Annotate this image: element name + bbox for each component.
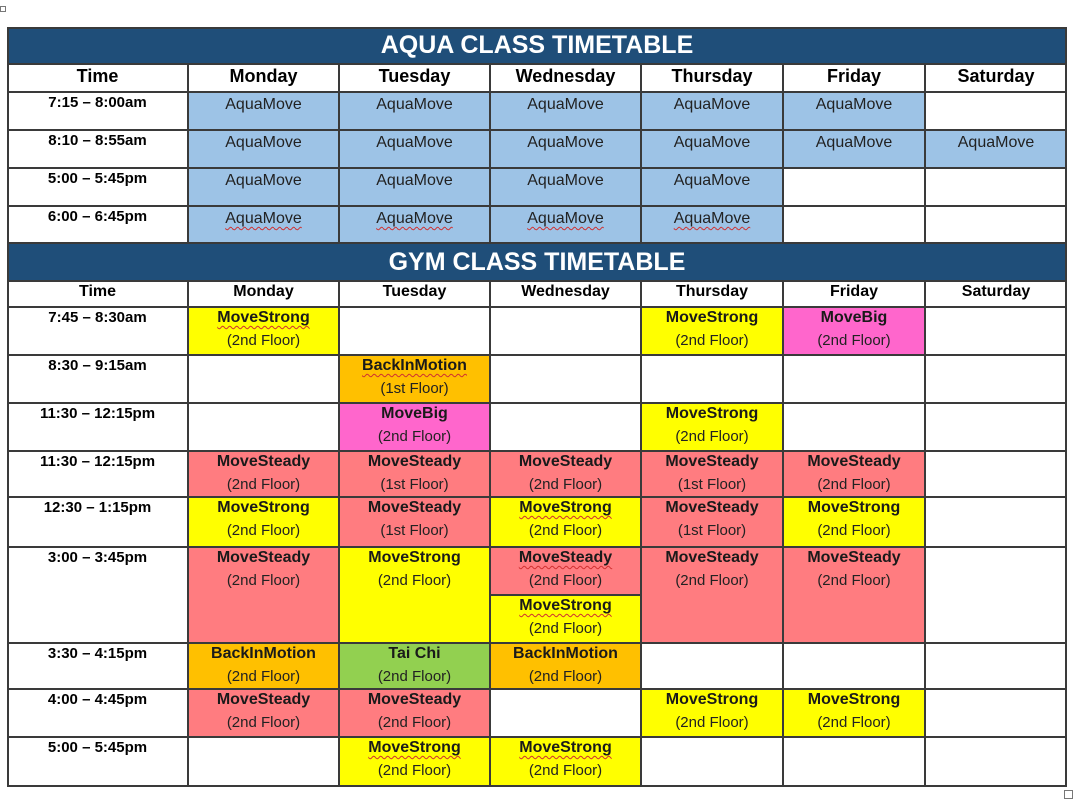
empty-cell bbox=[783, 206, 925, 243]
gym-header-tuesday: Tuesday bbox=[382, 283, 447, 300]
grid-line bbox=[7, 242, 1067, 244]
class-floor-text: (1st Floor) bbox=[380, 522, 449, 539]
grid-line bbox=[489, 64, 491, 243]
class-floor-text: (2nd Floor) bbox=[817, 572, 891, 589]
grid-line bbox=[187, 64, 189, 243]
class-name-text: MoveSteady bbox=[367, 691, 462, 708]
class-name-text: MoveSteady bbox=[216, 453, 311, 470]
grid-line bbox=[7, 496, 1067, 498]
gym-header-friday: Friday bbox=[829, 283, 878, 300]
class-floor bbox=[188, 329, 339, 353]
class-name-text: Tai Chi bbox=[388, 645, 441, 662]
grid-line bbox=[924, 64, 926, 243]
class-name bbox=[339, 451, 490, 473]
class-name-text: MoveSteady bbox=[807, 453, 901, 470]
class-name bbox=[339, 355, 490, 377]
class-name bbox=[490, 497, 641, 519]
gym-session-cell bbox=[783, 451, 925, 497]
table-move-handle[interactable] bbox=[0, 6, 6, 12]
class-floor bbox=[339, 569, 490, 593]
class-floor-text: (1st Floor) bbox=[380, 380, 449, 397]
class-name bbox=[490, 547, 641, 569]
gym-time-cell: 8:30 – 9:15am bbox=[48, 357, 147, 374]
gym-session-cell bbox=[641, 689, 783, 737]
class-floor-text: (1st Floor) bbox=[380, 476, 449, 493]
aqua-class-label: AquaMove bbox=[376, 210, 453, 227]
grid-line bbox=[7, 205, 1067, 207]
aqua-header-thursday: Thursday bbox=[671, 66, 753, 86]
aqua-timetable-title: AQUA CLASS TIMETABLE bbox=[7, 27, 1067, 64]
class-floor-text: (2nd Floor) bbox=[226, 522, 301, 539]
aqua-class-label: AquaMove bbox=[527, 172, 604, 189]
gym-session-cell bbox=[339, 451, 490, 497]
aqua-class-label: AquaMove bbox=[957, 134, 1035, 151]
aqua-header-time: Time bbox=[76, 66, 119, 86]
class-floor bbox=[783, 519, 925, 543]
grid-line bbox=[7, 27, 1067, 29]
class-floor-text: (1st Floor) bbox=[677, 476, 747, 493]
class-name bbox=[188, 497, 339, 519]
class-floor-text: (2nd Floor) bbox=[226, 476, 301, 493]
gym-session-cell bbox=[783, 689, 925, 737]
gym-session-cell bbox=[188, 497, 339, 547]
grid-line bbox=[7, 450, 1067, 452]
class-name-text: MoveStrong bbox=[665, 309, 759, 326]
class-floor bbox=[339, 711, 490, 735]
class-floor bbox=[339, 665, 490, 689]
gym-session-cell bbox=[188, 643, 339, 689]
class-name-text: MoveSteady bbox=[367, 453, 462, 470]
grid-line bbox=[187, 281, 189, 786]
aqua-class-cell bbox=[490, 206, 641, 243]
class-name bbox=[339, 737, 490, 759]
aqua-time-cell: 5:00 – 5:45pm bbox=[47, 170, 148, 187]
class-name bbox=[188, 547, 339, 569]
aqua-class-label: AquaMove bbox=[527, 210, 604, 227]
aqua-time-cell: 8:10 – 8:55am bbox=[48, 132, 147, 149]
class-floor-text: (2nd Floor) bbox=[817, 714, 891, 731]
aqua-class-cell bbox=[339, 206, 490, 243]
class-name-text: MoveSteady bbox=[665, 453, 759, 470]
class-name bbox=[641, 689, 783, 711]
aqua-header-saturday: Saturday bbox=[957, 66, 1035, 86]
grid-line bbox=[7, 27, 9, 786]
class-name-text: MoveStrong bbox=[665, 405, 759, 422]
class-floor bbox=[641, 473, 783, 497]
class-floor bbox=[339, 759, 490, 783]
aqua-class-cell bbox=[783, 130, 925, 168]
class-name bbox=[641, 307, 783, 329]
aqua-class-cell bbox=[188, 92, 339, 130]
gym-session-cell bbox=[641, 547, 783, 643]
class-name-text: MoveBig bbox=[381, 405, 448, 422]
class-name-text: MoveStrong bbox=[665, 691, 759, 708]
class-name bbox=[783, 497, 925, 519]
table-resize-handle[interactable] bbox=[1064, 790, 1073, 799]
class-name bbox=[490, 643, 641, 665]
class-name bbox=[641, 451, 783, 473]
gym-session-cell bbox=[490, 451, 641, 497]
aqua-class-cell bbox=[188, 168, 339, 206]
class-floor bbox=[339, 473, 490, 497]
class-name-text: MoveSteady bbox=[518, 549, 613, 566]
grid-line bbox=[7, 306, 1067, 308]
aqua-class-label: AquaMove bbox=[815, 134, 893, 151]
aqua-class-cell bbox=[490, 168, 641, 206]
class-floor-text: (2nd Floor) bbox=[675, 714, 749, 731]
grid-line bbox=[7, 354, 1067, 356]
gym-session-cell bbox=[490, 643, 641, 689]
aqua-class-cell bbox=[339, 92, 490, 130]
aqua-header-monday: Monday bbox=[229, 66, 298, 86]
aqua-class-label: AquaMove bbox=[815, 96, 893, 113]
aqua-class-cell bbox=[490, 92, 641, 130]
class-name bbox=[339, 547, 490, 569]
gym-time-cell: 12:30 – 1:15pm bbox=[43, 499, 152, 516]
aqua-header-tuesday: Tuesday bbox=[378, 66, 451, 86]
class-floor bbox=[490, 665, 641, 689]
class-name bbox=[783, 307, 925, 329]
gym-session-cell bbox=[188, 689, 339, 737]
class-name-text: MoveStrong bbox=[368, 549, 461, 566]
class-floor bbox=[188, 473, 339, 497]
grid-line bbox=[338, 281, 340, 786]
grid-line bbox=[7, 402, 1067, 404]
class-name-text: MoveBig bbox=[820, 309, 888, 326]
class-floor-text: (2nd Floor) bbox=[675, 332, 749, 349]
aqua-class-cell bbox=[783, 92, 925, 130]
gym-header-wednesday: Wednesday bbox=[521, 283, 610, 300]
class-floor bbox=[783, 569, 925, 593]
gym-session-cell bbox=[339, 737, 490, 786]
class-floor-text: (2nd Floor) bbox=[377, 428, 452, 445]
class-floor bbox=[339, 425, 490, 449]
class-floor-text: (2nd Floor) bbox=[528, 522, 603, 539]
class-floor-text: (2nd Floor) bbox=[528, 668, 603, 685]
grid-line bbox=[7, 91, 1067, 93]
aqua-class-cell bbox=[641, 206, 783, 243]
class-name bbox=[490, 451, 641, 473]
gym-session-cell bbox=[641, 451, 783, 497]
grid-line bbox=[7, 736, 1067, 738]
grid-line bbox=[7, 546, 1067, 548]
class-floor-text: (2nd Floor) bbox=[528, 620, 603, 637]
class-name-text: MoveSteady bbox=[518, 453, 613, 470]
class-name-text: MoveStrong bbox=[807, 691, 901, 708]
class-name-text: MoveStrong bbox=[519, 597, 612, 614]
aqua-class-label: AquaMove bbox=[376, 172, 453, 189]
class-floor-text: (2nd Floor) bbox=[528, 572, 603, 589]
class-name bbox=[339, 689, 490, 711]
gym-session-cell bbox=[339, 643, 490, 689]
gym-session-cell bbox=[339, 547, 490, 643]
class-name bbox=[339, 497, 490, 519]
class-floor-text: (2nd Floor) bbox=[817, 332, 891, 349]
class-floor bbox=[641, 425, 783, 449]
gym-session-cell bbox=[188, 547, 339, 643]
class-floor bbox=[188, 711, 339, 735]
class-floor-text: (2nd Floor) bbox=[377, 572, 452, 589]
gym-time-cell: 7:45 – 8:30am bbox=[48, 309, 147, 326]
aqua-class-cell bbox=[188, 130, 339, 168]
gym-session-cell bbox=[490, 737, 641, 786]
aqua-header-friday: Friday bbox=[826, 66, 882, 86]
aqua-class-label: AquaMove bbox=[376, 134, 453, 151]
aqua-class-cell bbox=[339, 168, 490, 206]
class-floor-text: (2nd Floor) bbox=[817, 476, 891, 493]
class-name bbox=[641, 497, 783, 519]
class-name-text: MoveSteady bbox=[807, 549, 901, 566]
aqua-class-label: AquaMove bbox=[527, 134, 604, 151]
class-name-text: MoveSteady bbox=[665, 499, 759, 516]
grid-line bbox=[338, 64, 340, 243]
aqua-class-label: AquaMove bbox=[376, 96, 453, 113]
gym-session-cell bbox=[641, 403, 783, 451]
grid-line bbox=[7, 785, 1067, 787]
gym-time-cell: 3:30 – 4:15pm bbox=[47, 645, 148, 662]
class-floor-text: (2nd Floor) bbox=[528, 476, 603, 493]
aqua-header-wednesday: Wednesday bbox=[515, 66, 616, 86]
aqua-class-label: AquaMove bbox=[673, 210, 751, 227]
grid-line bbox=[7, 688, 1067, 690]
gym-time-cell: 11:30 – 12:15pm bbox=[39, 405, 156, 422]
aqua-class-label: AquaMove bbox=[527, 96, 604, 113]
class-name-text: MoveStrong bbox=[519, 499, 612, 516]
class-name-text: MoveSteady bbox=[216, 691, 311, 708]
class-floor-text: (2nd Floor) bbox=[377, 714, 452, 731]
aqua-class-label: AquaMove bbox=[673, 96, 751, 113]
grid-line bbox=[490, 594, 641, 596]
gym-session-cell bbox=[783, 497, 925, 547]
gym-header-saturday: Saturday bbox=[961, 283, 1031, 300]
class-floor-text: (2nd Floor) bbox=[226, 332, 301, 349]
gym-session-cell bbox=[783, 307, 925, 355]
class-name-text: BackInMotion bbox=[513, 645, 618, 662]
aqua-class-label: AquaMove bbox=[673, 134, 751, 151]
aqua-class-label: AquaMove bbox=[225, 172, 302, 189]
grid-line bbox=[640, 281, 642, 786]
class-floor bbox=[641, 329, 783, 353]
class-floor-text: (2nd Floor) bbox=[675, 572, 749, 589]
class-floor bbox=[490, 617, 641, 641]
class-name bbox=[783, 547, 925, 569]
grid-line bbox=[1065, 27, 1067, 786]
gym-session-cell bbox=[490, 497, 641, 547]
class-floor-text: (2nd Floor) bbox=[226, 572, 301, 589]
aqua-class-cell bbox=[490, 130, 641, 168]
gym-time-cell: 11:30 – 12:15pm bbox=[39, 453, 156, 470]
class-name bbox=[188, 689, 339, 711]
class-name bbox=[783, 689, 925, 711]
aqua-class-label: AquaMove bbox=[225, 210, 302, 227]
empty-cell bbox=[925, 206, 1067, 243]
aqua-class-cell bbox=[641, 130, 783, 168]
empty-cell bbox=[925, 168, 1067, 206]
class-floor bbox=[188, 665, 339, 689]
gym-session-cell bbox=[641, 307, 783, 355]
empty-cell bbox=[783, 168, 925, 206]
grid-line bbox=[7, 167, 1067, 169]
aqua-class-label: AquaMove bbox=[673, 172, 751, 189]
aqua-class-label: AquaMove bbox=[225, 96, 302, 113]
class-name bbox=[641, 547, 783, 569]
class-name bbox=[339, 403, 490, 425]
aqua-class-cell bbox=[641, 168, 783, 206]
gym-header-monday: Monday bbox=[233, 283, 294, 300]
grid-line bbox=[924, 281, 926, 786]
grid-line bbox=[489, 281, 491, 786]
class-floor bbox=[188, 569, 339, 593]
gym-session-cell bbox=[339, 355, 490, 403]
class-floor bbox=[490, 569, 641, 593]
class-floor bbox=[783, 329, 925, 353]
aqua-class-cell bbox=[188, 206, 339, 243]
class-floor bbox=[641, 519, 783, 543]
gym-session-cell bbox=[339, 497, 490, 547]
class-floor-text: (2nd Floor) bbox=[226, 668, 301, 685]
class-name-text: MoveSteady bbox=[367, 499, 462, 516]
timetable-document bbox=[7, 27, 1067, 786]
gym-session-cell bbox=[188, 451, 339, 497]
class-name-text: MoveSteady bbox=[665, 549, 759, 566]
class-floor-text: (2nd Floor) bbox=[377, 668, 452, 685]
class-name bbox=[490, 595, 641, 617]
aqua-time-cell: 6:00 – 6:45pm bbox=[47, 208, 148, 225]
class-name bbox=[490, 737, 641, 759]
class-name-text: MoveStrong bbox=[519, 739, 612, 756]
class-name bbox=[188, 307, 339, 329]
gym-session-cell bbox=[188, 307, 339, 355]
gym-time-cell: 4:00 – 4:45pm bbox=[47, 691, 148, 708]
gym-session-cell bbox=[783, 547, 925, 643]
class-name-text: MoveStrong bbox=[217, 499, 310, 516]
class-name-text: BackInMotion bbox=[362, 357, 467, 374]
class-floor-text: (2nd Floor) bbox=[675, 428, 749, 445]
grid-line bbox=[7, 63, 1067, 65]
aqua-time-cell: 7:15 – 8:00am bbox=[48, 94, 147, 111]
class-floor-text: (1st Floor) bbox=[677, 522, 747, 539]
aqua-class-cell bbox=[339, 130, 490, 168]
gym-session-cell bbox=[339, 403, 490, 451]
class-floor bbox=[490, 519, 641, 543]
gym-session-cell bbox=[490, 547, 641, 595]
class-floor bbox=[490, 473, 641, 497]
grid-line bbox=[7, 280, 1067, 282]
aqua-class-label: AquaMove bbox=[225, 134, 302, 151]
class-floor-text: (2nd Floor) bbox=[226, 714, 301, 731]
class-floor-text: (2nd Floor) bbox=[377, 762, 452, 779]
class-name-text: MoveSteady bbox=[216, 549, 311, 566]
aqua-class-cell bbox=[925, 130, 1067, 168]
class-name-text: MoveStrong bbox=[368, 739, 461, 756]
gym-header-time: Time bbox=[78, 283, 117, 300]
class-name bbox=[783, 451, 925, 473]
gym-session-cell bbox=[339, 689, 490, 737]
gym-timetable-title: GYM CLASS TIMETABLE bbox=[7, 243, 1067, 281]
class-name-text: BackInMotion bbox=[211, 645, 316, 662]
grid-line bbox=[7, 642, 1067, 644]
class-floor-text: (2nd Floor) bbox=[528, 762, 603, 779]
class-name-text: MoveStrong bbox=[217, 309, 310, 326]
gym-session-cell bbox=[490, 595, 641, 643]
gym-time-cell: 3:00 – 3:45pm bbox=[47, 549, 148, 566]
class-floor-text: (2nd Floor) bbox=[817, 522, 891, 539]
empty-cell bbox=[925, 92, 1067, 130]
aqua-class-cell bbox=[641, 92, 783, 130]
gym-session-cell bbox=[641, 497, 783, 547]
class-floor bbox=[188, 519, 339, 543]
class-floor bbox=[490, 759, 641, 783]
gym-header-thursday: Thursday bbox=[675, 283, 748, 300]
class-floor bbox=[783, 711, 925, 735]
class-floor bbox=[339, 519, 490, 543]
class-name bbox=[339, 643, 490, 665]
grid-line bbox=[7, 129, 1067, 131]
grid-line bbox=[782, 281, 784, 786]
class-floor bbox=[339, 377, 490, 401]
class-floor bbox=[783, 473, 925, 497]
class-name bbox=[188, 451, 339, 473]
grid-line bbox=[640, 64, 642, 243]
grid-line bbox=[782, 64, 784, 243]
class-name bbox=[188, 643, 339, 665]
class-floor bbox=[641, 711, 783, 735]
gym-time-cell: 5:00 – 5:45pm bbox=[47, 739, 148, 756]
class-name bbox=[641, 403, 783, 425]
class-floor bbox=[641, 569, 783, 593]
class-name-text: MoveStrong bbox=[807, 499, 901, 516]
